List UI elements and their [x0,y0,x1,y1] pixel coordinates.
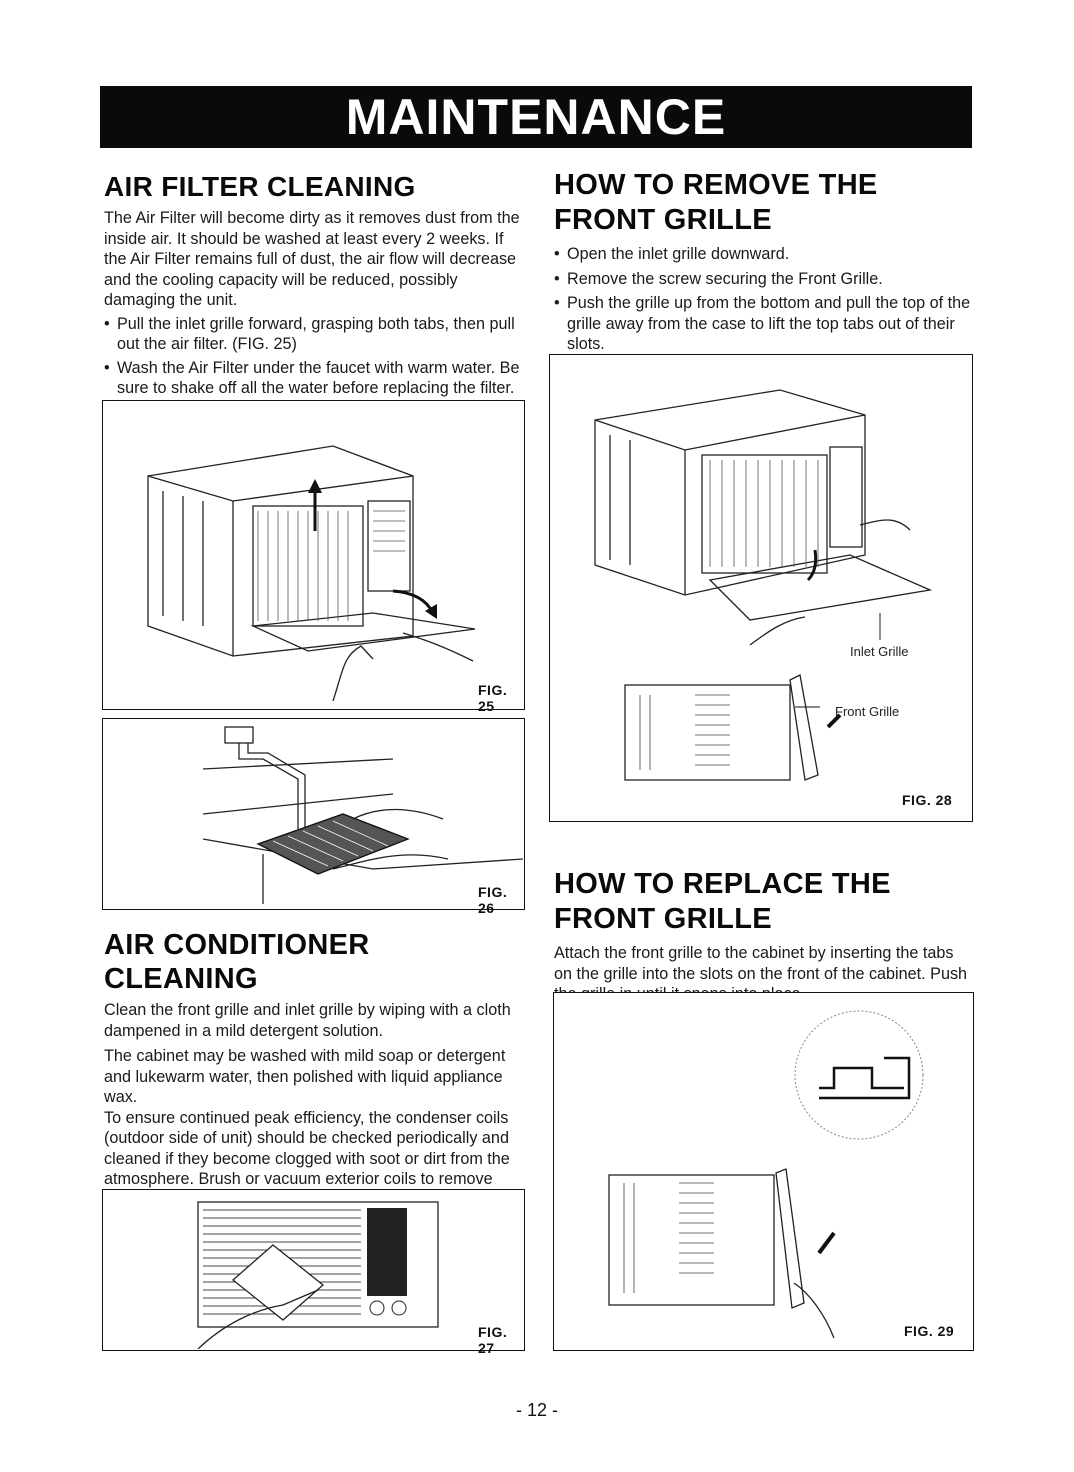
figure-27-label: FIG. 27 [478,1324,508,1356]
front-grille-removal-illustration [550,355,971,820]
page-number: - 12 - [515,1400,558,1420]
figure-26-label: FIG. 26 [478,884,508,916]
ac-cleaning-paragraph: Clean the front grille and inlet grille by wiping with a cloth dampened in a mild detergent solution. [104,1001,511,1040]
ac-cleaning-section [104,928,520,1210]
inlet-grille-label: Inlet Grille [850,644,909,659]
air-filter-heading: AIR FILTER CLEANING [104,171,416,202]
remove-grille-heading-line1: HOW TO REMOVE THE [554,169,878,201]
replace-grille-body: Attach the front grille to the cabinet by inserting the tabs on the grille into the slots on the front of the cabinet. Push [554,944,968,983]
front-grille-replacement-illustration [554,993,972,1349]
replace-grille-section [554,867,974,1005]
replace-grille-heading-line1: HOW TO REPLACE THE [554,868,891,900]
figure-29-label: FIG. 29 [904,1323,955,1339]
remove-grille-step: • Remove the screw securing the Front Grille. [554,269,974,290]
wiping-front-grille-illustration [103,1190,523,1349]
figure-29 [553,992,974,1351]
front-grille-label: Front Grille [835,704,900,719]
air-filter-step: • Pull the inlet grille forward, grasping both tabs, then pull out the air filter. (FIG. 25) [104,314,520,355]
air-filter-step: • Wash the Air Filter under the faucet with warm water. Be sure to shake off all the water before replacing the filter. [104,358,520,420]
ac-cleaning-paragraph: The cabinet may be washed with mild soap or detergent and lukewarm water, then polished with liquid appliance wax. [104,1047,506,1106]
air-filter-section [104,170,520,419]
ac-cleaning-paragraph: To ensure continued peak efficiency, the condenser coils (outdoor side of unit) should be checked periodically and cleaned if they become clogged with soot or dirt from the atmosphere. Brush or vacuum exterior coils to remove [104,1108,510,1188]
remove-grille-step: • Push the grille up from the bottom and pull the top of the grille away from the case to lift the top tabs out of their slots. [554,293,974,355]
replace-grille-heading-line2: FRONT GRILLE [554,903,772,935]
page-banner-title: MAINTENANCE [100,86,972,148]
figure-25 [102,400,525,714]
ac-cleaning-heading: AIR CONDITIONER CLEANING [104,929,370,995]
figure-28-label: FIG. 28 [902,792,953,808]
air-filter-intro: The Air Filter will become dirty as it removes dust from the inside air. It should be washed at least every 2 weeks. If the Air Filter remains full of dust, the air flow will decrease and the cooling capacity will be reduced, possibly damaging the unit. [104,209,520,309]
figure-28 [549,354,973,822]
figure-25-label: FIG. 25 [478,682,508,714]
remove-grille-steps [554,244,974,355]
remove-grille-heading-line2: FRONT GRILLE [554,204,772,236]
figure-26 [102,718,525,916]
figure-27 [102,1189,525,1356]
remove-grille-section [554,168,974,355]
faucet-washing-filter-illustration [103,719,523,908]
ac-unit-filter-removal-illustration [103,401,523,708]
remove-grille-step: • Open the inlet grille downward. [554,244,974,265]
